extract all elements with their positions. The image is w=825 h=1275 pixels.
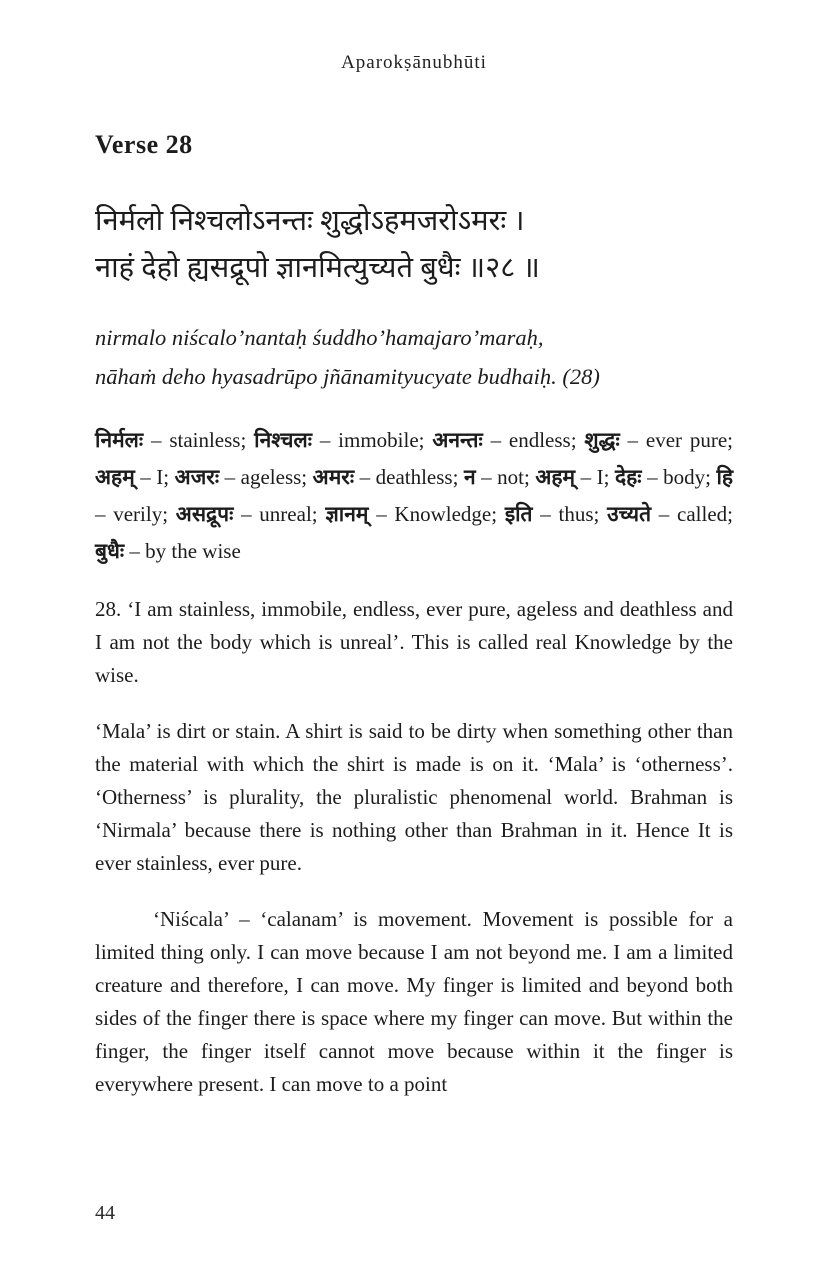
sanskrit-verse: [95, 198, 733, 292]
sanskrit-word: अमरः: [312, 465, 355, 489]
sanskrit-word: अजरः: [174, 465, 220, 489]
transliteration: [95, 318, 733, 396]
running-header: Aparokṣānubhūti: [341, 52, 487, 73]
sanskrit-word: निर्मलः: [95, 428, 144, 452]
commentary-paragraph-1: ‘Mala’ is dirt or stain. A shirt is said to be dirty when something other than the material with which the shirt is made is on it. ‘Mala’ is ‘otherness’. ‘Otherness’ is plurality, the pluralistic phenomenal world. Brahman is ‘Nirmala’ because there is nothing other than Brahman in it. Hence It is ever stainless, ever pure.: [95, 719, 733, 875]
sanskrit-word: अहम्: [535, 465, 576, 489]
sanskrit-word: अहम्: [95, 465, 135, 489]
page-number: 44: [95, 1202, 115, 1224]
transliteration-line-2: nāhaṁ deho hyasadrūpo jñānamityucyate budhaiḥ. (28): [95, 364, 600, 389]
sanskrit-word: निश्चलः: [254, 428, 312, 452]
sanskrit-word: न: [463, 465, 476, 489]
sanskrit-word: अनन्तः: [432, 428, 483, 452]
sanskrit-word: ज्ञानम्: [325, 502, 369, 526]
sanskrit-word: देहः: [615, 465, 642, 489]
sanskrit-word: हि: [716, 465, 734, 489]
verse-heading: Verse 28: [95, 130, 193, 159]
sanskrit-word: बुधैः: [95, 539, 125, 563]
word-meanings: निर्मलः – stainless; निश्चलः – immobile; अनन्तः – endless; शुद्धः – ever pure; अहम् – I; अजरः – ageless; अमरः – deathless; न – not; अहम् – I; देहः – body; हि – verily; असद्रूपः – unreal; ज्ञानम् – Knowledge; इति – thus; उच्यते – called; बुधैः – by the wise: [95, 428, 734, 563]
sanskrit-word: इति: [504, 502, 533, 526]
transliteration-line-1: nirmalo niścalo’nantaḥ śuddho’hamajaro’maraḥ,: [95, 325, 544, 350]
sanskrit-verse-line-2: नाहं देहो ह्यसद्रूपो ज्ञानमित्युच्यते बुधैः ॥२८ ॥: [95, 252, 540, 284]
commentary-paragraph-2: ‘Niścala’ – ‘calanam’ is movement. Movement is possible for a limited thing only. I can move because I am not beyond me. I am a limited creature and therefore, I can move. My finger is limited and beyond both sides of the finger there is space where my finger can move. But within the finger, the finger itself cannot move because within it the finger is everywhere present. I can move to a point: [95, 907, 733, 1096]
sanskrit-word: उच्यते: [607, 502, 652, 526]
sanskrit-word: असद्रूपः: [175, 502, 234, 526]
translation-paragraph: 28. ‘I am stainless, immobile, endless, ever pure, ageless and deathless and I am not the body which is unreal’. This is called real Knowledge by the wise.: [95, 597, 733, 687]
sanskrit-word: शुद्धः: [584, 428, 620, 452]
sanskrit-verse-line-1: निर्मलो निश्चलोऽनन्तः शुद्धोऽहमजरोऽमरः ।: [95, 205, 525, 237]
